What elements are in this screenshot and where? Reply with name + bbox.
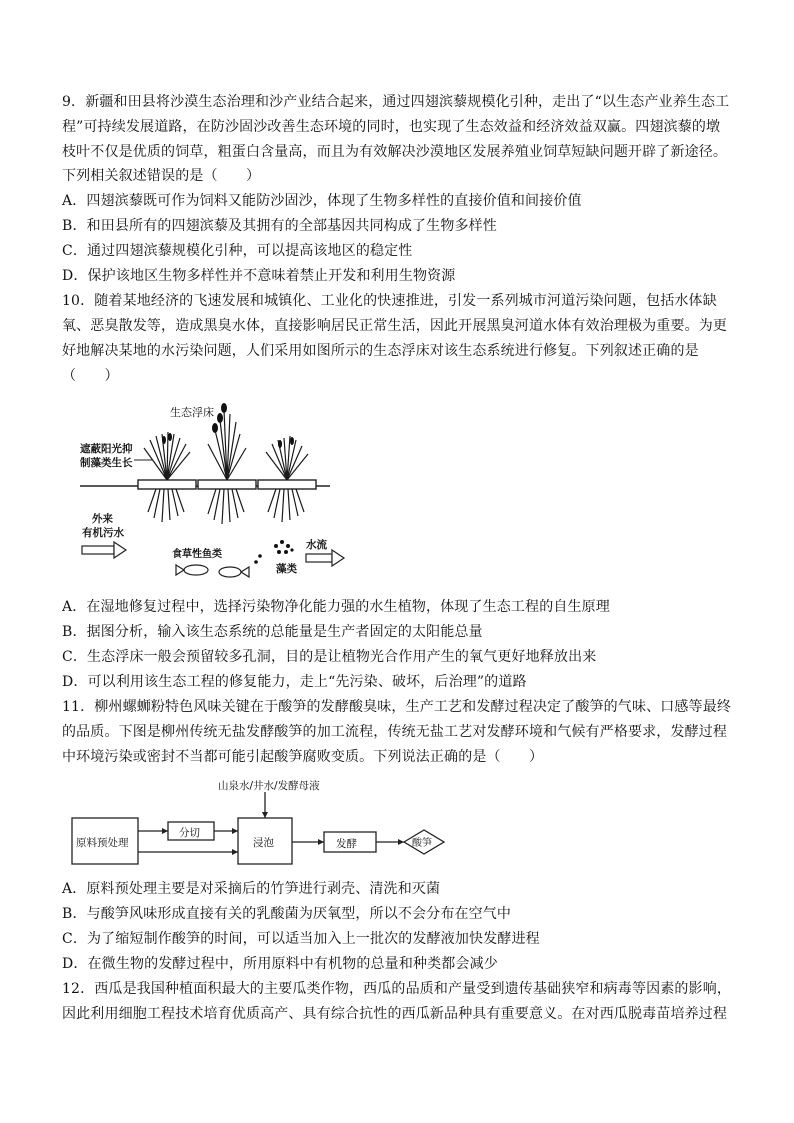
water-flow-label: 水流: [306, 539, 327, 551]
q12-stem-line-1: 12．西瓜是我国种植面积最大的主要瓜类作物，西瓜的品质和产量受到遗传基础狭窄和病毒等因素的影响，: [62, 981, 732, 997]
water-source-label: 山泉水/井水/发酵母液: [218, 780, 320, 792]
q11-option-b: B．与酸笋风味形成直接有关的乳酸菌为厌氧型，所以不会分布在空气中: [62, 906, 512, 922]
q9-option-d: D．保护该地区生物多样性并不意味着禁止开发和利用生物资源: [62, 268, 456, 284]
algae-icon: [254, 540, 293, 564]
q11-option-c: C．为了缩短制作酸笋的时间，可以适当加入上一批次的发酵液加快发酵进程: [62, 931, 540, 947]
q10-stem-line-4: （ ）: [62, 368, 119, 384]
sewage-label-line-1: 外来: [92, 513, 113, 525]
q10-stem-line-1: 10．随着某地经济的飞速发展和城镇化、工业化的快速推进，引发一系列城市河道污染问题，包括水体缺: [62, 293, 717, 309]
q9-stem-line-1: 9．新疆和田县将沙漠生态治理和沙产业结合起来，通过四翅滨藜规模化引种，走出了“以生态产业养生态工: [62, 94, 730, 110]
fish-label: 食草性鱼类: [172, 549, 222, 560]
q9-option-b: B．和田县所有的四翅滨藜及其拥有的全部基因共同构成了生物多样性: [62, 218, 497, 234]
q10-option-c: C．生态浮床一般会预留较多孔洞，目的是让植物光合作用产生的氧气更好地释放出来: [62, 649, 597, 665]
q9-stem-line-3: 枝叶不仅是优质的饲草，粗蛋白含量高，而且为有效解决沙漠地区发展养殖业饲草短缺问题开辟了新途径。: [62, 144, 728, 160]
float-bed-label: 生态浮床: [170, 406, 214, 419]
q10-stem-line-3: 好地解决某地的水污染问题，人们采用如图所示的生态浮床对该生态系统进行修复。下列叙述正确的是: [62, 343, 699, 359]
q11-stem-line-3: 中环境污染或密封不当都可能引起酸笋腐败变质。下列说法正确的是（ ）: [62, 749, 544, 765]
q9-option-c: C．通过四翅滨藜规模化引种，可以提高该地区的稳定性: [62, 243, 413, 259]
ecological-floating-bed-figure: [80, 400, 350, 582]
q9-stem-line-2: 程”可持续发展道路，在防沙固沙改善生态环境的同时，也实现了生态效益和经济效益双赢。四翅滨藜的墩: [62, 119, 721, 135]
q9-option-a: A．四翅滨藜既可作为饲料又能防沙固沙，体现了生物多样性的直接价值和间接价值: [62, 193, 582, 209]
q11-option-a: A．原料预处理主要是对采摘后的竹笋进行剥壳、清洗和灭菌: [62, 881, 441, 897]
sewage-label-line-2: 有机污水: [82, 527, 124, 539]
soaking-box: 浸泡: [253, 837, 274, 849]
pretreatment-box: 原料预处理: [76, 837, 129, 849]
plant-clusters: [144, 410, 308, 524]
outflow-arrow-icon: [306, 550, 344, 566]
q10-option-a: A．在湿地修复过程中，选择污染物净化能力强的水生植物，体现了生态工程的自生原理: [62, 599, 610, 615]
shade-label-line-1: 遮蔽阳光抑: [80, 443, 133, 455]
float-platforms: [138, 480, 316, 489]
q9-stem-line-4: 下列相关叙述错误的是（ ）: [62, 168, 261, 184]
q12-stem-line-2: 因此利用细胞工程技术培育优质高产、具有综合抗性的西瓜新品种具有重要意义。在对西瓜脱毒苗培养过程: [62, 1006, 728, 1022]
inflow-arrow-icon: [82, 542, 126, 558]
process-flow-diagram: [70, 780, 460, 870]
q11-stem-line-2: 的品质。下图是柳州传统无盐发酵酸笋的加工流程，传统无盐工艺对发酵环境和气候有严格要求，发酵过程: [62, 724, 728, 740]
q10-stem-line-2: 氧、恶臭散发等，造成黑臭水体，直接影响居民正常生活，因此开展黑臭河道水体有效治理极为重要。为更: [62, 318, 728, 334]
q10-option-b: B．据图分析，输入该生态系统的总能量是生产者固定的太阳能总量: [62, 624, 483, 640]
fermentation-box: 发酵: [336, 838, 357, 850]
shade-label-line-2: 制藻类生长: [80, 457, 133, 469]
q10-option-d: D．可以利用该生态工程的修复能力，走上“先污染、破坏，后治理”的道路: [62, 674, 527, 690]
fish-icon: [176, 565, 249, 577]
cutting-box: 分切: [179, 827, 200, 839]
q11-option-d: D．在微生物的发酵过程中，所用原料中有机物的总量和种类都会减少: [62, 956, 498, 972]
q11-stem-line-1: 11．柳州螺蛳粉特色风味关键在于酸笋的发酵酸臭味，生产工艺和发酵过程决定了酸笋的气味、口感等最终: [62, 699, 732, 715]
product-diamond: 酸笋: [412, 838, 432, 849]
algae-label: 藻类: [276, 563, 297, 575]
